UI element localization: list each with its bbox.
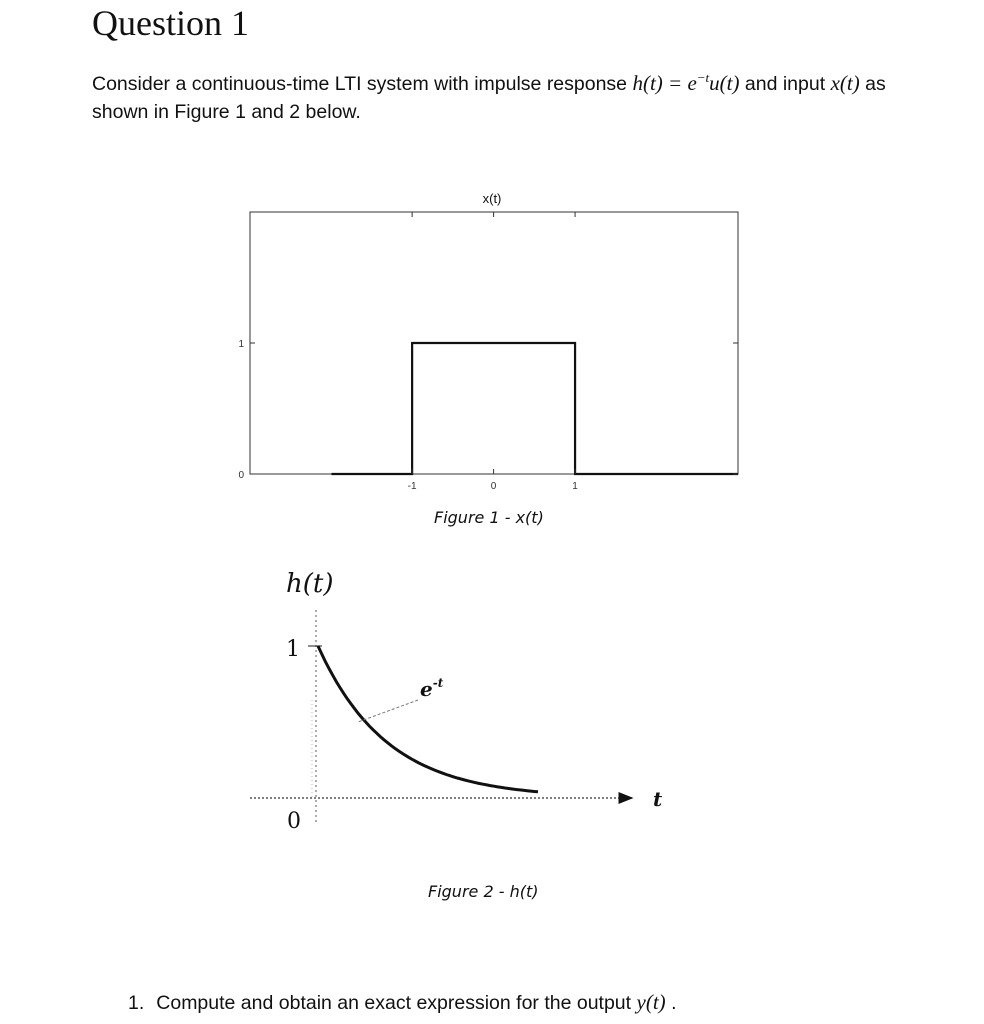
x-tick-label: 0 [490, 481, 497, 492]
x-tick-label: -1 [407, 481, 417, 492]
figure-1-caption: Figure 1 - x(t) [434, 508, 544, 527]
input-expression: x(t) [830, 71, 860, 95]
y-tick-label: 0 [238, 470, 244, 481]
question-1: 1. Compute and obtain an exact expression for the output y(t) . [128, 990, 677, 1014]
question-text: Compute and obtain an exact expression for the output [156, 992, 637, 1014]
x-plot-title: x(t) [482, 191, 502, 206]
x-tick-label: 1 [572, 481, 578, 492]
x-plot-frame [250, 212, 738, 474]
page-title: Question 1 [92, 3, 249, 43]
impulse-response-expression: $h(t) = e^{-t}u(t)$ [632, 70, 740, 95]
intro-prefix: Consider a continuous-time LTI system with impulse response [92, 73, 633, 95]
question-number: 1. [128, 992, 145, 1014]
h-origin-label: 0 [287, 809, 301, 834]
curve-label: $e^{-t}$ [420, 676, 444, 701]
figure-2-caption: Figure 2 - h(t) [428, 882, 539, 901]
y-tick-label: 1 [238, 339, 244, 350]
output-expression: y(t) [636, 990, 666, 1014]
problem-statement: Consider a continuous-time LTI system with impulse response $h(t) = e^{-t}u(t)$ and input x(t) as shown in Figure 1 and 2 below. [92, 70, 886, 123]
h-curve-exponential [318, 646, 538, 792]
x-signal-line [331, 343, 738, 474]
h-axis-label: h(t) [286, 569, 334, 599]
h-y-tick-label: 1 [286, 637, 300, 662]
curve-label-pointer [358, 700, 418, 722]
h-t-axis-label: t [653, 787, 663, 811]
